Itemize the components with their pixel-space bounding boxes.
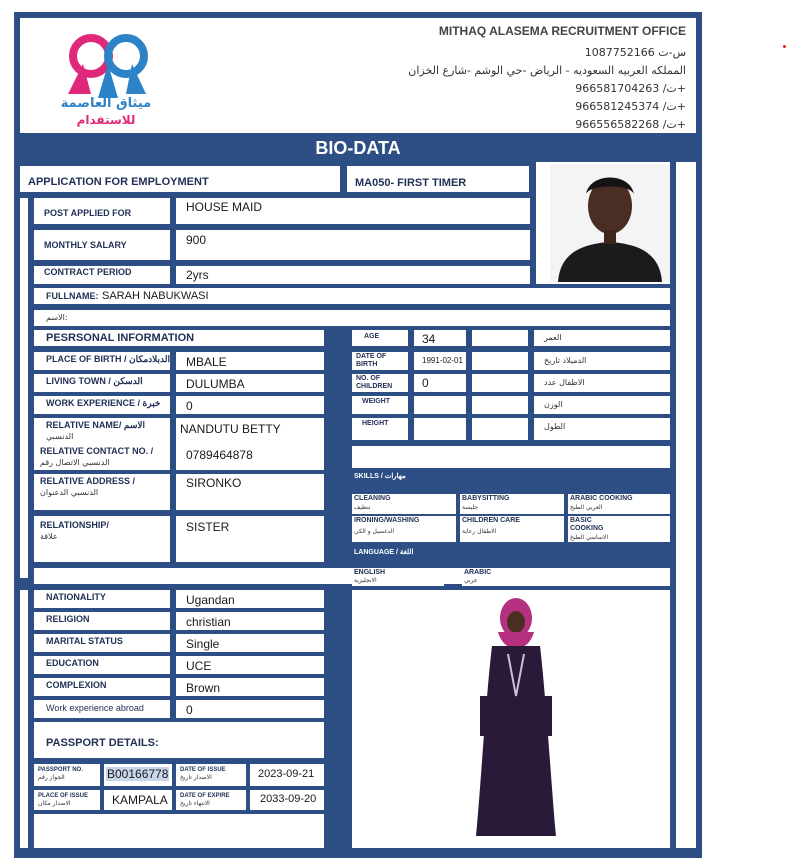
town-label-box [34, 374, 170, 392]
full-body-photo [446, 596, 586, 846]
page-title: BIO-DATA [315, 138, 401, 158]
marital-label-box [34, 634, 170, 652]
marital-value: Single [186, 637, 220, 651]
passport-bottom-blank [34, 814, 324, 848]
relationship-value: SISTER [186, 520, 230, 534]
age-label-box [352, 330, 408, 346]
passport-place-ar: الاصدار مكان [38, 800, 71, 807]
logo-text-ar-2: للاستقدام [76, 113, 136, 127]
children-ar: الاطفال عدد [544, 378, 585, 387]
dob-ar: الدميلاد تاريخ [544, 356, 587, 365]
passport-header: PASSPORT DETAILS: [46, 737, 159, 749]
application-label-box [20, 166, 340, 192]
skill-babysitting-ar: جليسة [462, 504, 479, 511]
skill-cleaning [352, 494, 456, 514]
nationality-value: Ugandan [186, 593, 235, 607]
dob-label-box [352, 352, 408, 370]
town-value-box [176, 374, 324, 392]
skill-arabic-cooking [568, 494, 670, 514]
nationality-label: NATIONALITY [46, 592, 106, 602]
children-label: NO. OF CHILDREN [356, 375, 393, 390]
full-body-photo-box [352, 590, 670, 848]
relationship-ar: علاقة [40, 532, 58, 541]
height-ar-box [534, 418, 670, 440]
passport-header-box [34, 722, 324, 758]
work-value: 0 [186, 399, 193, 413]
abroad-label: Work experience abroad [46, 703, 144, 713]
rel-addr-value: SIRONKO [186, 476, 242, 490]
religion-value: christian [186, 615, 231, 629]
passport-place-label-box [34, 790, 100, 810]
passport-no-label-box [34, 764, 100, 786]
office-cr: س-ت 1087752166 [584, 46, 686, 59]
passport-place-value: KAMPALA [112, 793, 168, 807]
weight-label: WEIGHT [362, 398, 390, 405]
rel-contact-label-box [34, 444, 170, 470]
weight-ar-box [534, 396, 670, 414]
left-strip-bottom [20, 590, 28, 848]
contract-value: 2yrs [186, 268, 209, 282]
rel-contact-value: 0789464878 [186, 448, 253, 462]
education-value-box [176, 656, 324, 674]
lang-english-ar: الانجليزية [354, 577, 377, 584]
age-blank [472, 330, 528, 346]
children-label-box [352, 374, 408, 392]
children-ar-box [534, 374, 670, 392]
rel-name-label: RELATIVE NAME/ الاسم [46, 420, 146, 430]
personal-header-box [34, 330, 324, 346]
skill-cleaning-ar: تنظيف [354, 504, 371, 511]
age-ar: العمر [544, 333, 562, 342]
rel-addr-label: RELATIVE ADDRESS / [40, 476, 136, 486]
passport-no-ar: الجواز رقم [38, 774, 65, 781]
children-value: 0 [422, 376, 429, 390]
dob-label: DATE OF BIRTH [356, 353, 387, 368]
height-label-box [352, 418, 408, 440]
nationality-label-box [34, 590, 170, 608]
weight-ar: الوزن [544, 400, 563, 409]
dob-value: 1991-02-01 [422, 356, 463, 365]
dob-blank [472, 352, 528, 370]
contract-label-box [34, 266, 170, 284]
skill-arabic-cooking-ar: العربي الطبخ [570, 504, 603, 511]
fullname-box [34, 288, 670, 304]
skills-header: SKILLS / مهارات [354, 473, 406, 480]
skill-children-care-ar: الاطفال رعاية [462, 528, 497, 535]
salary-value: 900 [186, 233, 207, 247]
complexion-value-box [176, 678, 324, 696]
application-code: MA050- FIRST TIMER [355, 177, 467, 189]
nationality-value-box [176, 590, 324, 608]
marital-label: MARITAL STATUS [46, 636, 123, 646]
passport-issue-value-box [250, 764, 324, 786]
personal-header: PESRSONAL INFORMATION [46, 332, 195, 344]
application-label: APPLICATION FOR EMPLOYMENT [28, 176, 209, 188]
abroad-label-box [34, 700, 170, 718]
skill-basic-cooking-label: BASIC COOKING [570, 517, 604, 532]
weight-value-box [414, 396, 466, 414]
relationship-label-box [34, 516, 170, 562]
complexion-label: COMPLEXION [46, 680, 107, 690]
skill-babysitting [460, 494, 564, 514]
photo-box [536, 162, 670, 284]
office-phone-3: ت/ 966556582268+ [575, 118, 686, 131]
passport-no-label: PASSPORT NO. [38, 767, 83, 773]
religion-value-box [176, 612, 324, 630]
fullname-ar-box [34, 310, 670, 326]
religion-label-box [34, 612, 170, 630]
fullname-value: SARAH NABUKWASI [102, 290, 209, 302]
education-value: UCE [186, 659, 212, 673]
right-strip [676, 162, 696, 848]
children-blank [472, 374, 528, 392]
height-label: HEIGHT [362, 420, 389, 427]
post-label-box [34, 198, 170, 224]
logo-text-ar-1: ميثاق العاصمة [60, 96, 152, 111]
rel-name-label-box [34, 418, 170, 444]
age-value: 34 [422, 332, 436, 346]
skill-ironing-ar: الدغسيل و الكي [354, 528, 395, 535]
rel-name-ar: الدنسبي [46, 432, 74, 441]
age-label: AGE [364, 333, 380, 340]
fullname-ar-label: الاسم: [46, 313, 68, 322]
education-label: EDUCATION [46, 658, 99, 668]
weight-label-box [352, 396, 408, 414]
post-value: HOUSE MAID [186, 200, 263, 214]
salary-label-box [34, 230, 170, 260]
dob-value-box [414, 352, 466, 370]
work-label: WORK EXPERIENCE / خبرة [46, 398, 161, 408]
rel-name-value: NANDUTU BETTY [180, 422, 281, 436]
passport-no-value: B00166778 [107, 767, 169, 781]
left-strip [20, 198, 28, 578]
age-ar-box [534, 330, 670, 346]
pob-label-box [34, 352, 170, 370]
pob-label: PLACE OF BIRTH / الدبلادمكان [46, 354, 170, 364]
skill-children-care [460, 516, 564, 542]
height-ar: الطول [544, 422, 566, 431]
application-code-box [347, 166, 529, 192]
height-blank [472, 418, 528, 440]
contract-value-box [176, 266, 530, 284]
vitals-spacer [352, 446, 670, 468]
skill-arabic-cooking-label: ARABIC COOKING [570, 495, 633, 502]
passport-expire-ar: الانتهاء تاريخ [180, 800, 210, 807]
marital-value-box [176, 634, 324, 652]
relationship-label: RELATIONSHIP/ [40, 520, 109, 530]
passport-place-value-box [104, 790, 172, 810]
passport-expire-label-box [176, 790, 246, 810]
passport-issue-label-box [176, 764, 246, 786]
lang-arabic-label: ARABIC [464, 569, 492, 576]
work-value-box [176, 396, 324, 414]
abroad-value-box [176, 700, 324, 718]
pob-value: MBALE [186, 355, 227, 369]
passport-issue-ar: الاصدار تاريخ [180, 774, 212, 781]
lang-arabic-ar: عربي [464, 577, 478, 584]
lang-english [352, 568, 444, 586]
office-phone-1: ت/ 966581704263+ [575, 82, 686, 95]
skill-ironing [352, 516, 456, 542]
town-label: LIVING TOWN / الدسكن [46, 376, 143, 386]
rel-contact-label: RELATIVE CONTACT NO. / [40, 446, 154, 456]
agency-logo [48, 24, 168, 102]
passport-issue-value: 2023-09-21 [258, 768, 315, 780]
portrait-photo [550, 164, 670, 282]
height-value-box [414, 418, 466, 440]
office-address: المملكه العربيه السعوديه - الرياض -حي الوشم -شارع الخزان [408, 64, 686, 77]
salary-label: MONTHLY SALARY [44, 240, 127, 250]
rel-addr-value-box [176, 474, 324, 510]
dob-ar-box [534, 352, 670, 370]
language-header: LANGUAGE / اللغة [354, 549, 414, 556]
passport-issue-label: DATE OF ISSUE [180, 767, 226, 773]
header-box [20, 18, 696, 133]
weight-blank [472, 396, 528, 414]
passport-no-value-box [104, 764, 172, 786]
complexion-value: Brown [186, 681, 221, 695]
skill-children-care-label: CHILDREN CARE [462, 517, 520, 524]
skill-basic-cooking [568, 516, 670, 542]
rel-contact-value-box [176, 444, 324, 470]
age-value-box [414, 330, 466, 346]
rel-name-value-box [176, 418, 324, 444]
town-value: DULUMBA [186, 377, 245, 391]
skill-ironing-label: IRONING/WASHING [354, 517, 420, 524]
rel-addr-ar: الدنسبي الدعنوان [40, 488, 99, 497]
rel-addr-label-box [34, 474, 170, 510]
biodata-frame [14, 12, 702, 858]
passport-expire-label: DATE OF EXPIRE [180, 793, 230, 799]
relationship-value-box [176, 516, 324, 562]
passport-place-label: PLACE OF ISSUE [38, 793, 89, 799]
work-label-box [34, 396, 170, 414]
religion-label: RELIGION [46, 614, 90, 624]
complexion-label-box [34, 678, 170, 696]
lang-arabic [462, 568, 670, 586]
post-value-box [176, 198, 530, 224]
skill-basic-cooking-ar: الاساسي الطبخ [570, 534, 608, 541]
office-name: MITHAQ ALASEMA RECRUITMENT OFFICE [438, 24, 686, 38]
lang-english-label: ENGLISH [354, 569, 386, 576]
abroad-value: 0 [186, 703, 193, 717]
salary-value-box [176, 230, 530, 260]
contract-label: CONTRACT PERIOD [44, 267, 132, 277]
skill-cleaning-label: CLEANING [354, 495, 391, 502]
education-label-box [34, 656, 170, 674]
red-dot-mark [783, 45, 786, 48]
passport-expire-value: 2033-09-20 [260, 793, 317, 805]
children-value-box [414, 374, 466, 392]
passport-expire-value-box [250, 790, 324, 810]
office-phone-2: ت/ 966581245374+ [575, 100, 686, 113]
rel-contact-ar: الدنسبي الاتصال رقم [40, 458, 110, 467]
post-label: POST APPLIED FOR [44, 208, 132, 218]
fullname-label: FULLNAME: [46, 291, 99, 301]
skill-babysitting-label: BABYSITTING [462, 495, 510, 502]
pob-value-box [176, 352, 324, 370]
